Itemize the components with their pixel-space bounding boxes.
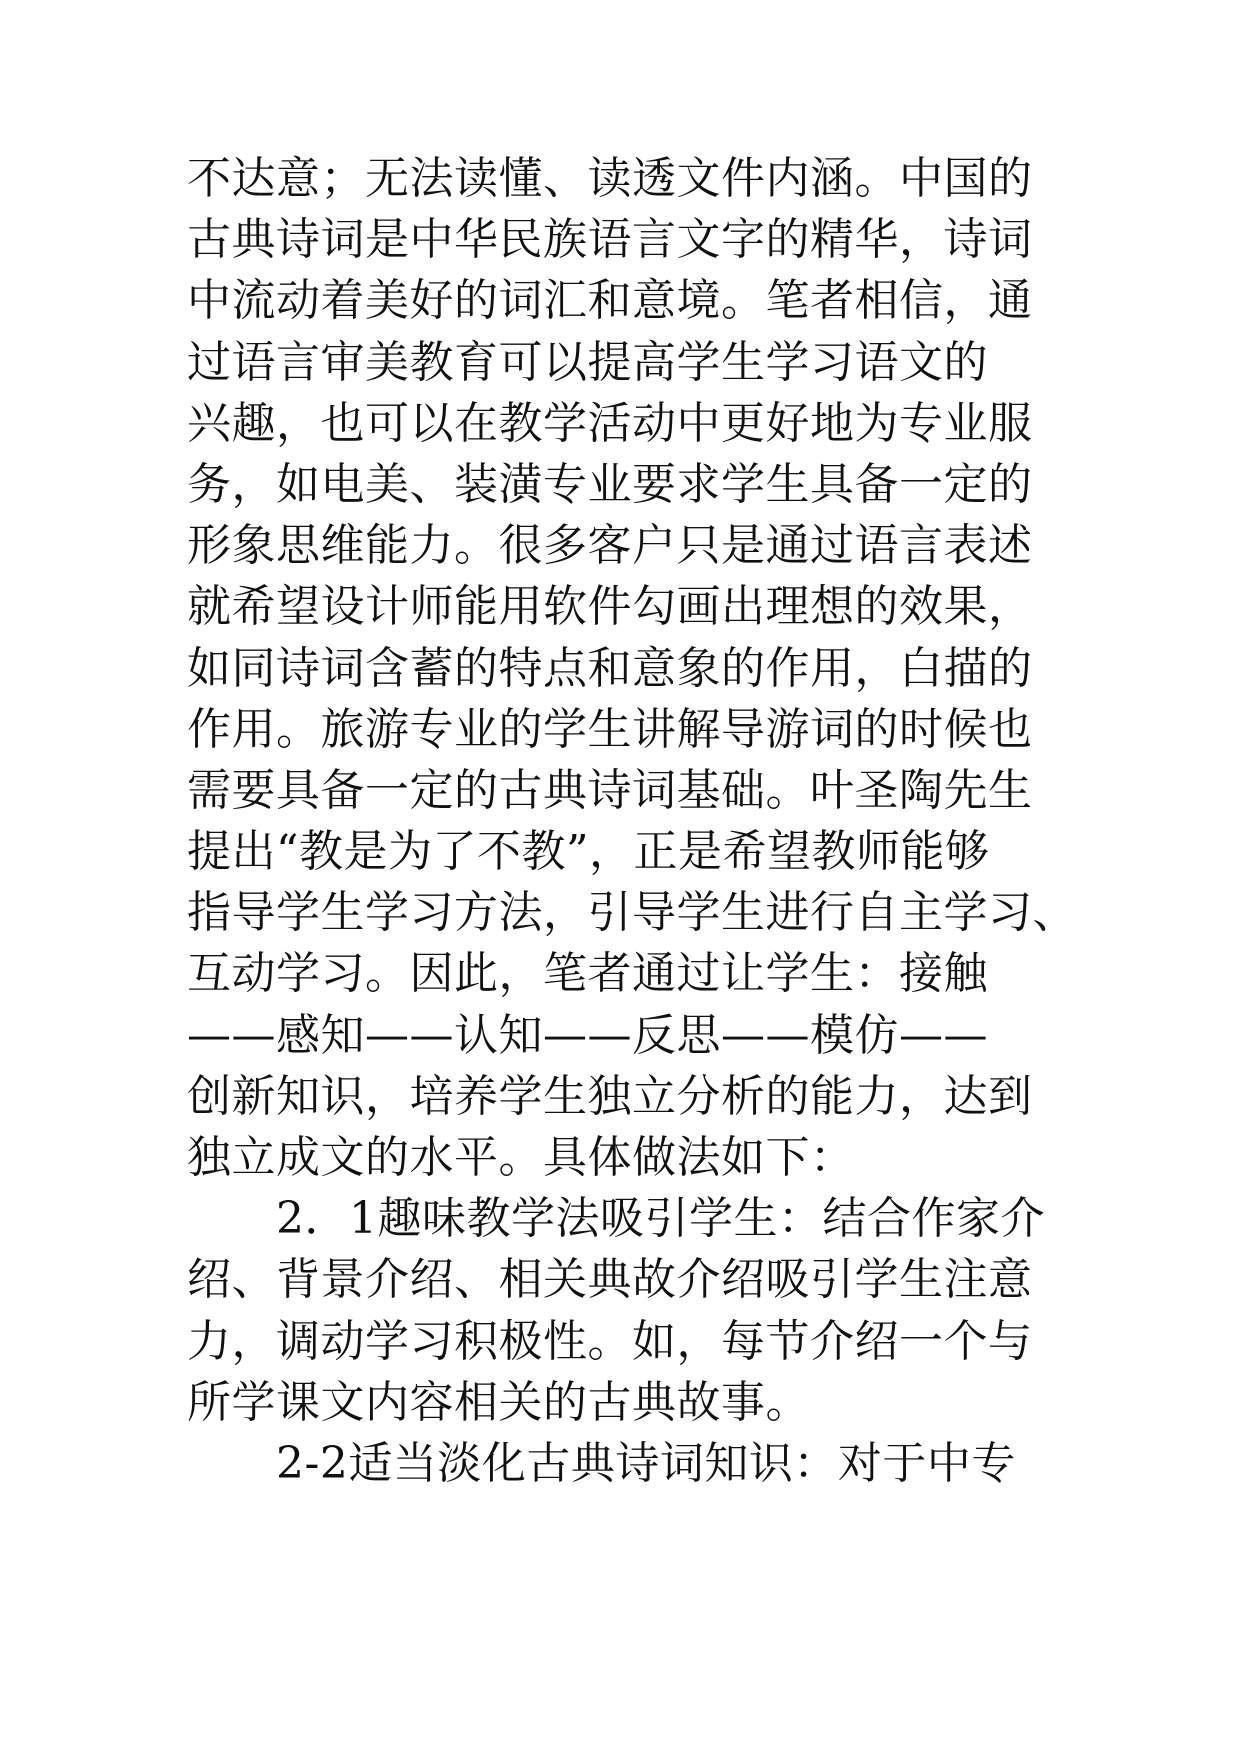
text-line: 所学课文内容相关的古典故事。 bbox=[187, 1376, 810, 1428]
text-line: ——感知——认知——反思——模仿—— bbox=[187, 1009, 988, 1061]
text-line: 力，调动学习积极性。如，每节介绍一个与 bbox=[187, 1315, 1033, 1367]
text-line: 形象思维能力。很多客户只是通过语言表述 bbox=[187, 520, 1033, 572]
text-line: 如同诗词含蓄的特点和意象的作用，白描的 bbox=[187, 642, 1033, 694]
text-line: 创新知识，培养学生独立分析的能力，达到 bbox=[187, 1070, 1033, 1122]
text-line: 就希望设计师能用软件勾画出理想的效果， bbox=[187, 581, 1033, 633]
text-line: 兴趣，也可以在教学活动中更好地为专业服 bbox=[187, 397, 1033, 449]
text-line: 中流动着美好的词汇和意境。笔者相信，通 bbox=[187, 275, 1033, 327]
text-line: 作用。旅游专业的学生讲解导游词的时候也 bbox=[187, 703, 1033, 755]
body-text bbox=[187, 148, 1077, 1494]
text-line: 独立成文的水平。具体做法如下： bbox=[187, 1132, 855, 1183]
section-heading-line: 2-2适当淡化古典诗词知识：对于中专 bbox=[187, 1437, 1016, 1489]
section-heading-line: 2．1趣味教学法吸引学生：结合作家介 bbox=[187, 1193, 1045, 1245]
text-line: 古典诗词是中华民族语言文字的精华，诗词 bbox=[187, 214, 1033, 266]
text-line: 互动学习。因此，笔者通过让学生：接触 bbox=[187, 948, 988, 1000]
text-line: 指导学生学习方法，引导学生进行自主学习、 bbox=[187, 887, 1077, 939]
text-line: 绍、背景介绍、相关典故介绍吸引学生注意 bbox=[187, 1254, 1033, 1306]
text-line: 务，如电美、装潢专业要求学生具备一定的 bbox=[187, 458, 1033, 510]
text-line: 不达意；无法读懂、读透文件内涵。中国的 bbox=[187, 153, 1033, 204]
text-line: 需要具备一定的古典诗词基础。叶圣陶先生 bbox=[187, 764, 1033, 816]
text-line: 过语言审美教育可以提高学生学习语文的 bbox=[187, 336, 988, 388]
text-line: 提出“教是为了不教”，正是希望教师能够 bbox=[187, 826, 990, 878]
